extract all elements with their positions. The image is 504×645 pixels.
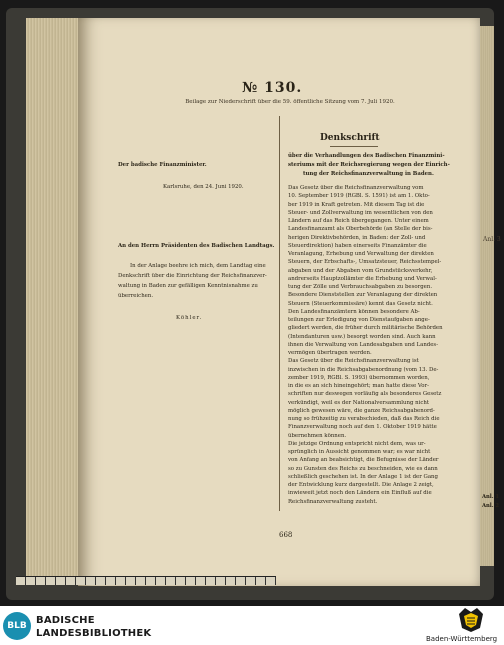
footer-bar <box>0 606 504 645</box>
body-line: nung so frühzeitig zu verabschieden, daß das Reich die <box>288 416 440 422</box>
margin-note: Anl. 1 <box>482 494 499 500</box>
letter-line: überreichen. <box>118 293 154 299</box>
letter-line: waltung in Baden zur gefälligen Kenntnisnahme zu <box>118 283 258 289</box>
body-line: von Anfang an beabsichtigt, die Befugnisse der Länder <box>288 457 439 464</box>
body-line: der Entwicklung kurz dargestellt. Die Anlage 2 zeigt, <box>288 482 434 488</box>
memo-subtitle-line: über die Verhandlungen des Badischen Finanzmini- <box>288 153 445 159</box>
body-line: inzwischen in die Reichsabgabenordnung (vom 13. De- <box>288 366 439 373</box>
memo-title: Denkschrift <box>320 133 380 143</box>
letter-line: In der Anlage beehre ich mich, dem Landtag eine <box>130 263 266 269</box>
body-line: Steuerdirektion) haben einerseits Finanzämter die <box>288 242 427 249</box>
body-line: Steuer- und Zollverwaltung im wesentlichen von den <box>288 209 433 216</box>
body-line: Die jetzige Ordnung entspricht nicht dem, was ur- <box>288 440 426 447</box>
signature: Köhler. <box>176 315 203 321</box>
body-line: teilungen zur Erledigung von Dienstaufgaben ange- <box>288 317 430 323</box>
body-line: verkündigt, weil es der Nationalversammlung nicht <box>288 399 429 406</box>
page-number: 668 <box>279 531 293 539</box>
document-number: № 130. <box>242 80 303 96</box>
body-line: schriften nur deswegen vorläufig als besonderes Gesetz <box>288 391 442 398</box>
body-line: Besondere Dienststellen zur Veranlagung der direkten <box>288 292 438 299</box>
body-line: (Intendanturen usw.) besorgt worden sind. Auch kann <box>288 333 436 340</box>
memo-body <box>288 184 476 506</box>
body-line: Steuern (Steuerkommissäre) kennt das Gesetz nicht. <box>288 300 433 307</box>
scale-ruler <box>16 576 276 585</box>
dateline: Karlsruhe, den 24. Juni 1920. <box>163 184 244 190</box>
body-line: Finanzverwaltung noch auf den 1. Oktober 1919 hätte <box>288 424 437 431</box>
body-line: tung der Zölle und Verbrauchsabgaben zu besorgen. <box>288 284 433 290</box>
body-line: übernehmen können. <box>288 432 347 439</box>
letter-line: Denkschrift über die Einrichtung der Reichsfinanzver- <box>118 273 267 279</box>
state-crest-icon <box>455 604 487 634</box>
blb-logo: BLB <box>3 612 31 640</box>
page-edges-left <box>26 18 78 578</box>
page-edges-right <box>480 26 494 566</box>
body-line: Landesfinanzamt als Oberbehörde (an Stelle der bis- <box>288 226 433 233</box>
body-line: so zu Gunsten des Reichs zu beschneiden, wie es dann <box>288 465 438 472</box>
margin-note: Anl. 2 <box>482 503 499 509</box>
side-clip-note: Anl. 3 <box>483 236 501 243</box>
body-line: Reichsfinanzverwaltung zusteht. <box>288 498 378 505</box>
body-line: in die es an sich hineingehört; man hatte diese Vor- <box>288 383 429 389</box>
state-label: Baden-Württemberg <box>426 635 498 643</box>
memo-subtitle-line: steriums mit der Reichsregierung wegen der Einrich- <box>288 162 450 168</box>
body-line: Das Gesetz über die Reichsfinanzverwaltung ist <box>288 358 419 365</box>
body-line: 10. September 1919 (RGBl. S. 1591) ist am 1. Okto- <box>288 193 430 200</box>
library-name-line2: LANDESBIBLIOTHEK <box>36 628 152 639</box>
body-line: zember 1919, RGBl. S. 1993) übernommen worden, <box>288 374 430 381</box>
body-line: sprünglich in Aussicht genommen war; es war nicht <box>288 449 431 455</box>
body-line: Den Landesfinanzämtern können besondere Ab- <box>288 308 420 315</box>
body-line: Veranlagung, Erhebung und Verwaltung der direkten <box>288 251 434 257</box>
body-line: inwieweit jetzt noch den Ländern ein Einfluß auf die <box>288 490 432 497</box>
body-line: herigen Direktivbehörden, in Baden: der Zoll- und <box>288 234 426 241</box>
sender-line: Der badische Finanzminister. <box>118 162 207 168</box>
supplement-line: Beilage zur Niederschrift über die 59. öffentliche Sitzung vom 7. Juli 1920. <box>185 99 395 105</box>
body-line: Das Gesetz über die Reichsfinanzverwaltung vom <box>288 185 424 191</box>
body-line: vermögen übertragen werden. <box>288 350 372 356</box>
library-name-line1: BADISCHE <box>36 615 95 626</box>
body-line: andrerseits Hauptzollämter die Erhebung und Verwal- <box>288 275 437 282</box>
body-line: ber 1919 in Kraft getreten. Mit diesem Tag ist die <box>288 201 425 208</box>
body-line: möglich gewesen wäre, die ganze Reichsabgabenord- <box>288 407 435 414</box>
recipient-line: An den Herrn Präsidenten des Badischen Landtags. <box>118 243 275 249</box>
column-divider <box>279 116 280 511</box>
memo-subtitle-line: tung der Reichsfinanzverwaltung in Baden. <box>303 171 434 177</box>
body-line: schließlich geschehen ist. In der Anlage 1 ist der Gang <box>288 473 438 480</box>
body-line: ihnen die Verwaltung von Landesabgaben und Landes- <box>288 341 439 348</box>
body-line: gliedert werden, die früher durch militärische Behörden <box>288 325 443 332</box>
body-line: Ländern auf das Reich übergegangen. Unter einem <box>288 218 429 224</box>
title-rule <box>330 146 378 147</box>
body-line: abgaben und der Abgaben vom Grundstücksverkehr, <box>288 267 433 274</box>
body-line: Steuern, der Erbschafts-, Umsatzsteuer, Reichsstempel- <box>288 259 442 266</box>
